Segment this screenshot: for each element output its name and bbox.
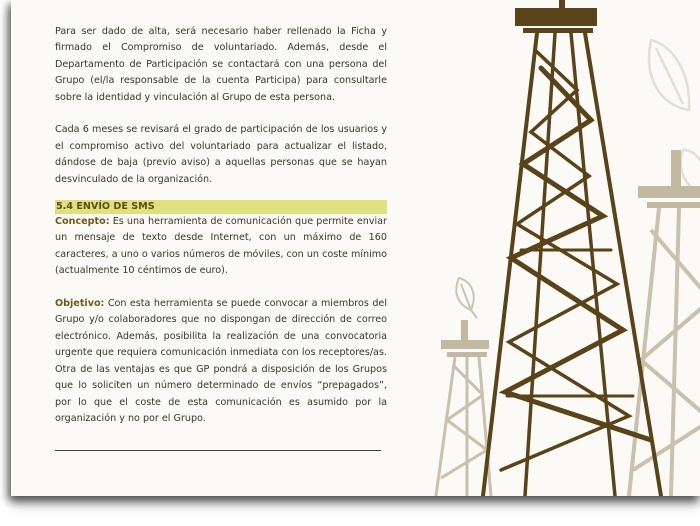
document-page [11, 0, 700, 496]
paragraph-revision: Cada 6 meses se revisará el grado de participación de los usuarios y el compromiso activo del voluntariado para actualizar el listado, dándose de baja (previo aviso) a aquellas personas que se hayan desvinculado de la organización. [55, 124, 387, 185]
cut-off-line [55, 0, 387, 2]
paragraph-concepto [55, 214, 387, 280]
concepto-label: Concepto: [55, 216, 110, 228]
concepto-text: Es una herramienta de comunicación que permite enviar un mensaje de texto desde Internet, con un máximo de 160 caracteres, a uno o varios números de móviles, con un coste mínimo (actualmente 10 céntimos de euro). [55, 216, 387, 277]
oil-derrick-right [629, 150, 700, 496]
oil-derrick-main [483, 0, 661, 496]
objetivo-text: Con esta herramienta se puede convocar a miembros del Grupo y/o colaboradores que no dispongan de dirección de correo electrónico. Además, posibilita la realización de una convocatoria urgente que requiera comunicación inmediata con los receptores/as. Otra de las ventajas es que GP pondrá a disposición de los Grupos que lo soliciten un número determinado de envíos “prepagados”, por lo que el coste de esta comunicación es asumido por la organización y no por el Grupo. [55, 298, 387, 424]
paragraph-objetivo [55, 296, 387, 427]
oil-derrick-small [436, 320, 491, 496]
objetivo-label: Objetivo: [55, 298, 105, 310]
top-fragment [55, 0, 387, 2]
paragraph-alta: Para ser dado de alta, será necesario haber rellenado la Ficha y firmado el Compromiso de voluntariado. Además, desde el Departamento de Participación se contactará con una persona del Grupo (el/la responsable de la cuenta Participa) para consultarle sobre la identidad y vinculación al Grupo de esta persona. [55, 26, 387, 103]
divider-line [55, 450, 381, 451]
section-title: 5.4 ENVÍO DE SMS [55, 200, 387, 214]
leaf-icon [456, 278, 477, 318]
text-column [55, 0, 387, 427]
